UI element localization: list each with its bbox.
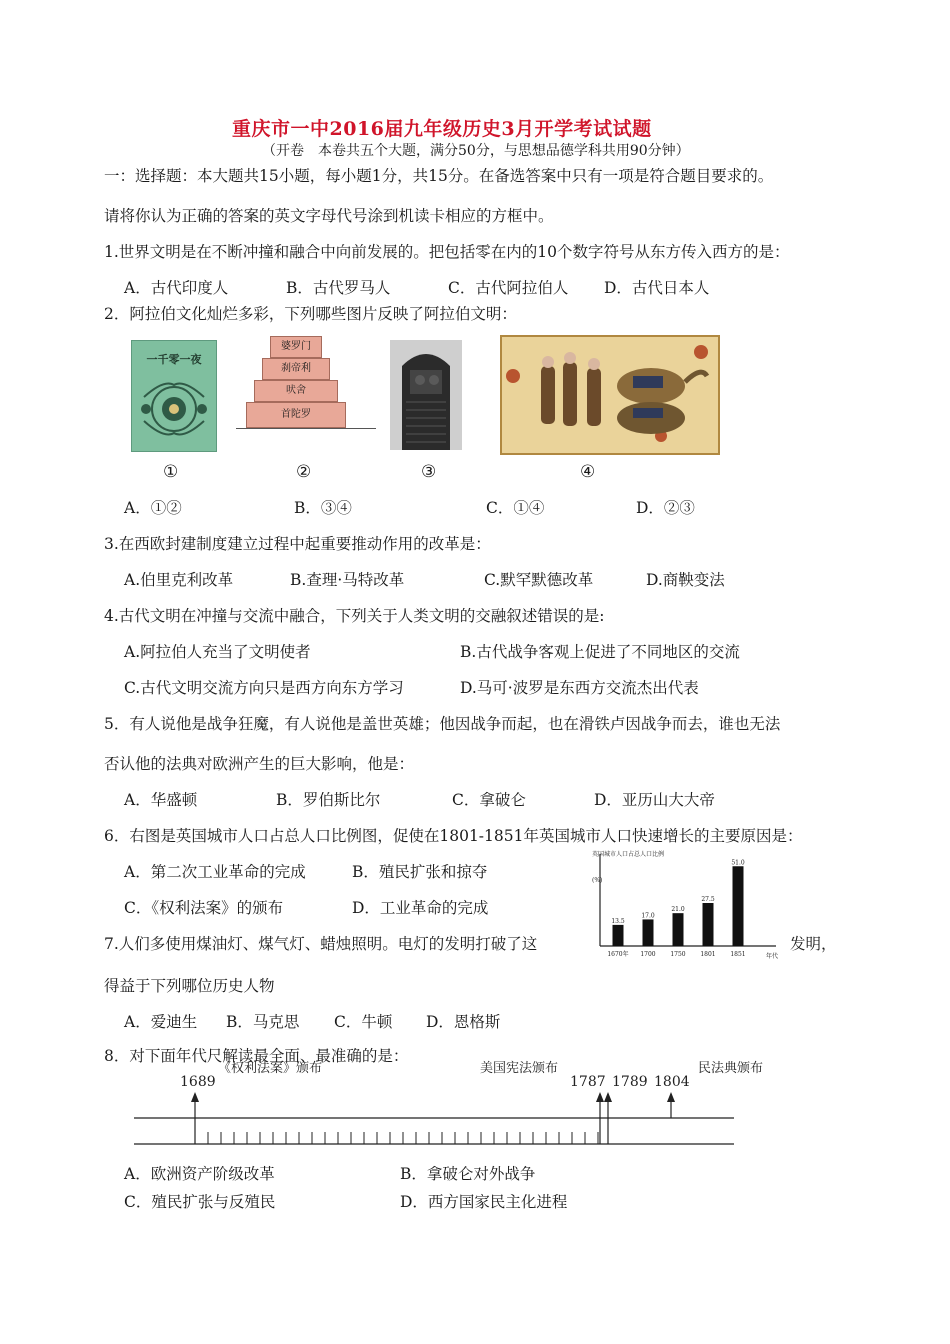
x-tick-label-1: 1700 [640, 951, 656, 958]
bar-value-label-0: 13.5 [611, 917, 625, 925]
q2-option-b[interactable]: B．③④ [294, 499, 352, 517]
bar-3 [703, 903, 714, 946]
q1-option-a[interactable]: A．古代印度人 [124, 279, 229, 297]
timeline-year-1689: 1689 [180, 1074, 216, 1090]
q7-stem-line2: 得益于下列哪位历史人物 [104, 977, 275, 995]
q4-option-a[interactable]: A.阿拉伯人充当了文明使者 [124, 643, 311, 661]
bar-4 [733, 866, 744, 946]
bar-value-label-3: 27.5 [701, 896, 715, 903]
picture-caption-3: ③ [421, 462, 437, 482]
q5-option-a[interactable]: A．华盛顿 [124, 791, 198, 809]
q7-option-d[interactable]: D．恩格斯 [426, 1013, 501, 1031]
picture-caption-2: ② [296, 462, 312, 482]
q3-option-a[interactable]: A.伯里克利改革 [124, 571, 234, 589]
q5-stem-line2: 否认他的法典对欧洲产生的巨大影响，他是： [104, 755, 415, 773]
pyramid-tier-3: 吠舍 [254, 380, 338, 402]
bar-value-label-1: 17.0 [641, 912, 655, 920]
q5-option-d[interactable]: D．亚历山大大帝 [594, 791, 715, 809]
book-cover-image [131, 340, 217, 452]
caste-pyramid-image [236, 336, 376, 431]
page-subtitle: （开卷 本卷共五个大题，满分50分，与思想品德学科共用90分钟） [262, 143, 690, 159]
q2-option-d[interactable]: D．②③ [636, 499, 695, 517]
pyramid-tier-1: 婆罗门 [270, 336, 322, 358]
q3-option-d[interactable]: D.商鞅变法 [646, 571, 725, 589]
timeline-year-1787: 1787 [570, 1074, 606, 1090]
q1-option-b[interactable]: B．古代罗马人 [286, 279, 391, 297]
q2-stem: 2．阿拉伯文化灿烂多彩，下列哪些图片反映了阿拉伯文明： [104, 305, 517, 323]
q8-option-d[interactable]: D．西方国家民主化进程 [400, 1193, 568, 1211]
timeline-arrow-1804 [667, 1092, 675, 1118]
book-ornament-icon [132, 341, 216, 451]
pyramid-tier-4: 首陀罗 [246, 402, 346, 428]
arabic-painting-image [501, 336, 719, 454]
bar-value-label-2: 21.0 [671, 906, 685, 914]
q6-option-c[interactable]: C．《权利法案》的颁布 [124, 899, 284, 917]
chart-ylabel: (%) [592, 877, 603, 884]
picture-caption-4: ④ [580, 462, 596, 482]
q4-stem: 4.古代文明在冲撞与交流中融合，下列关于人类文明的交融叙述错误的是: [104, 607, 605, 625]
q8-stem: 8．对下面年代尺解读最全面、最准确的是： [104, 1047, 409, 1065]
q3-option-b[interactable]: B.查理·马特改革 [290, 571, 405, 589]
q7-option-a[interactable]: A．爱迪生 [124, 1013, 198, 1031]
x-tick-label-4: 1851 [730, 951, 746, 958]
q4-option-b[interactable]: B.古代战争客观上促进了不同地区的交流 [460, 643, 740, 661]
book-title: 一千零一夜 [146, 353, 202, 366]
chart-xlabel: 年代 [766, 953, 779, 960]
q4-option-c[interactable]: C.古代文明交流方向只是西方向东方学习 [124, 679, 404, 697]
timeline-event-label-3: 民法典颁布 [698, 1061, 764, 1076]
q4-option-d[interactable]: D.马可·波罗是东西方交流杰出代表 [460, 679, 699, 697]
q6-option-d[interactable]: D．工业革命的完成 [352, 899, 489, 917]
q6-option-b[interactable]: B．殖民扩张和掠夺 [352, 863, 488, 881]
x-tick-label-2: 1750 [670, 951, 686, 958]
picture-caption-1: ① [163, 462, 179, 482]
q1-option-d[interactable]: D．古代日本人 [604, 279, 710, 297]
q2-option-c[interactable]: C．①④ [486, 499, 545, 517]
pyramid-tier-2: 刹帝利 [262, 358, 330, 380]
q6-option-a[interactable]: A．第二次工业革命的完成 [124, 863, 306, 881]
timeline-ruler [130, 1058, 764, 1154]
q3-option-c[interactable]: C.默罕默德改革 [484, 571, 594, 589]
q2-option-a[interactable]: A．①② [124, 499, 182, 517]
q1-option-c[interactable]: C．古代阿拉伯人 [448, 279, 569, 297]
page-title: 重庆市一中2016届九年级历史3月开学考试试题 [232, 118, 652, 140]
q1-stem: 1.世界文明是在不断冲撞和融合中向前发展的。把包括零在内的10个数字符号从东方传入西方的是： [104, 243, 790, 261]
q8-option-a[interactable]: A．欧洲资产阶级改革 [124, 1165, 275, 1183]
section-instruction-1: 一：选择题：本大题共15小题，每小题1分，共15分。在备选答案中只有一项是符合题目要求的。 [104, 167, 774, 185]
timeline-year-1804: 1804 [654, 1074, 690, 1090]
bar-value-label-4: 51.0 [731, 859, 745, 867]
stele-image [390, 340, 462, 450]
q8-option-c[interactable]: C．殖民扩张与反殖民 [124, 1193, 276, 1211]
bar-0 [613, 925, 624, 946]
q7-stem-line1-a: 7.人们多使用煤油灯、煤气灯、蜡烛照明。电灯的发明打破了这 [104, 935, 538, 953]
section-instruction-2: 请将你认为正确的答案的英文字母代号涂到机读卡相应的方框中。 [104, 207, 554, 225]
q3-stem: 3.在西欧封建制度建立过程中起重要推动作用的改革是： [104, 535, 491, 553]
bar-2 [673, 913, 684, 946]
q7-stem-line1-b: 发明， [790, 935, 837, 953]
bar-1 [643, 919, 654, 946]
q7-option-b[interactable]: B．马克思 [226, 1013, 300, 1031]
timeline-year-1789: 1789 [612, 1074, 648, 1090]
q5-option-c[interactable]: C．拿破仑 [452, 791, 526, 809]
timeline-ticks [208, 1132, 598, 1144]
q7-option-c[interactable]: C．牛顿 [334, 1013, 393, 1031]
timeline-event-label-1: 《权利法案》颁布 [218, 1061, 323, 1076]
q5-option-b[interactable]: B．罗伯斯比尔 [276, 791, 381, 809]
q6-stem: 6．右图是英国城市人口占总人口比例图，促使在1801-1851年英国城市人口快速增长的主要原因是： [104, 827, 803, 845]
x-tick-label-0: 1670年 [607, 951, 629, 958]
q8-option-b[interactable]: B．拿破仑对外战争 [400, 1165, 536, 1183]
q5-stem-line1: 5．有人说他是战争狂魔，有人说他是盖世英雄；他因战争而起，也在滑铁卢因战争而去，谁也无法 [104, 715, 781, 733]
urban-population-bar-chart [580, 848, 790, 960]
x-tick-label-3: 1801 [700, 951, 716, 958]
chart-title: 英国城市人口占总人口比例 [592, 851, 665, 858]
timeline-event-label-2: 美国宪法颁布 [480, 1061, 559, 1076]
